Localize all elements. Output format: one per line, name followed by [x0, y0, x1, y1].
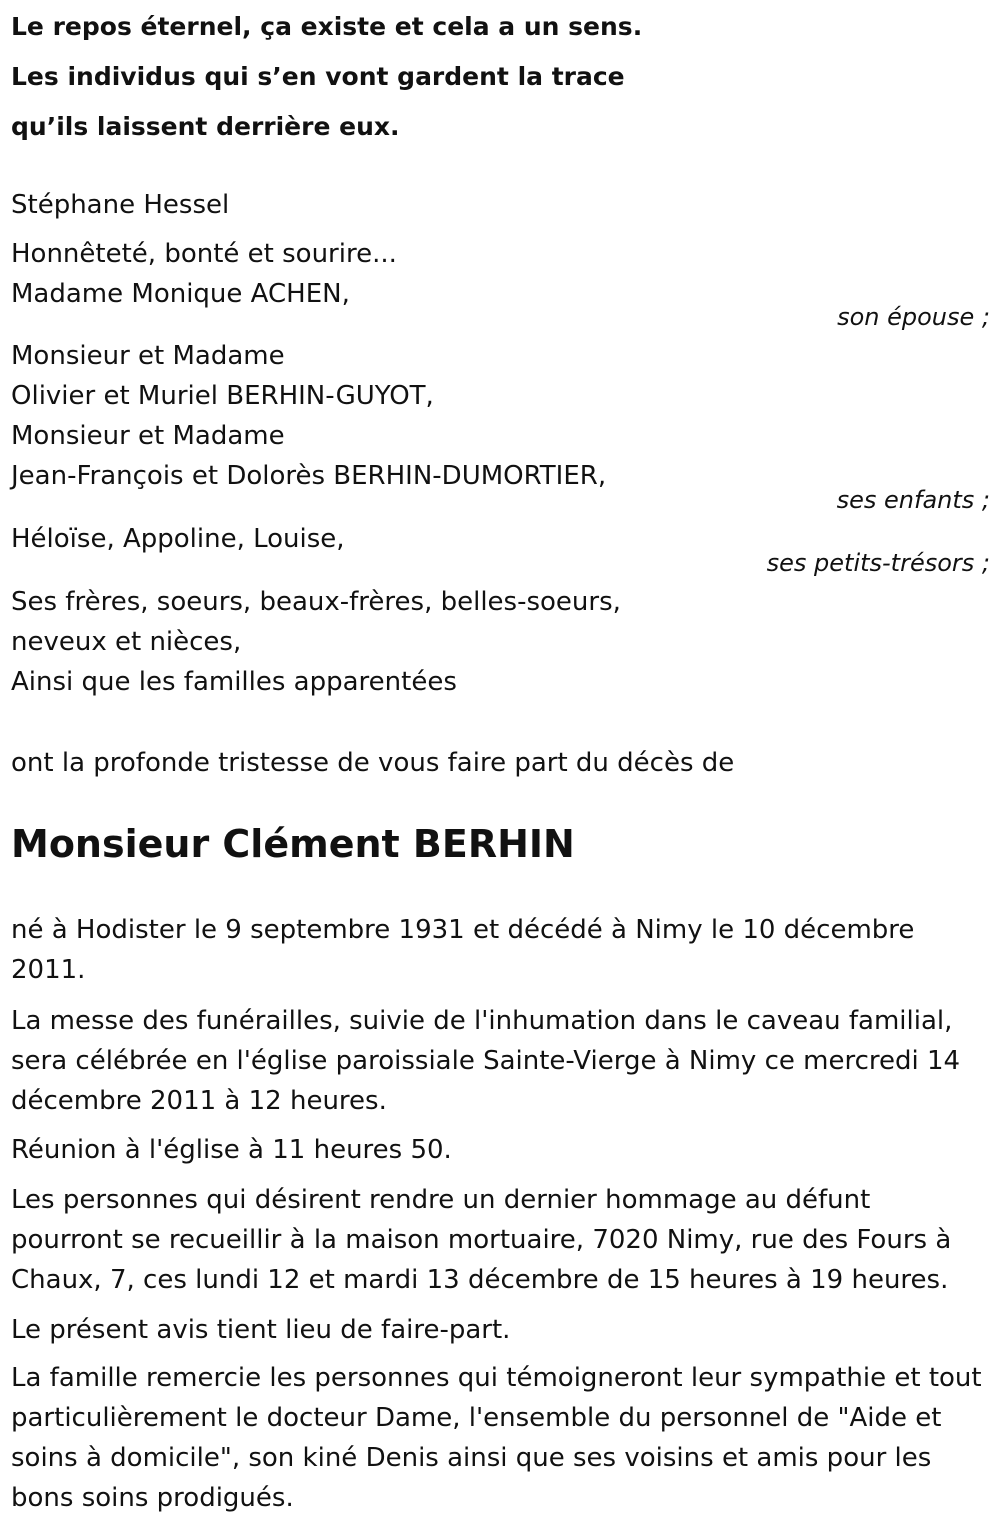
children-line-1: Monsieur et Madame: [11, 341, 285, 371]
spouse-role: son épouse ;: [837, 303, 990, 331]
others-line-1: Ses frères, soeurs, beaux-frères, belles-soeurs,: [11, 587, 621, 617]
children-line-3: Monsieur et Madame: [11, 421, 285, 451]
spouse-name: Madame Monique ACHEN,: [11, 279, 350, 309]
quote-line-2: Les individus qui s’en vont gardent la trace: [11, 62, 625, 91]
birth-death-details: né à Hodister le 9 septembre 1931 et décédé à Nimy le 10 décembre 2011.: [11, 915, 915, 985]
visitation-details: Les personnes qui désirent rendre un dernier hommage au défunt pourront se recueillir à la maison mortuaire, 7020 Nimy, rue des Fours à Chaux, 7, ces lundi 12 et mardi 13 décembre de 15 heures à 19 heures.: [11, 1185, 952, 1295]
quote-author: Stéphane Hessel: [11, 190, 230, 220]
grandchildren-role: ses petits-trésors ;: [766, 549, 990, 577]
grandchildren: Héloïse, Appoline, Louise,: [11, 524, 345, 554]
thanks-text: La famille remercie les personnes qui témoigneront leur sympathie et tout particulièrement le docteur Dame, l'ensemble du personnel de "Aide et soins à domicile", son kiné Denis ainsi que ses voisins et amis pour les bons soins prodigués.: [11, 1363, 982, 1513]
meeting-details: Réunion à l'église à 11 heures 50.: [11, 1135, 452, 1165]
notice-text: Le présent avis tient lieu de faire-part.: [11, 1315, 511, 1345]
quote-line-1: Le repos éternel, ça existe et cela a un sens.: [11, 12, 643, 41]
children-line-4: Jean-François et Dolorès BERHIN-DUMORTIER,: [11, 461, 607, 491]
others-line-3: Ainsi que les familles apparentées: [11, 667, 457, 697]
quote-line-3: qu’ils laissent derrière eux.: [11, 112, 400, 141]
children-role: ses enfants ;: [836, 486, 990, 514]
funeral-details: La messe des funérailles, suivie de l'inhumation dans le caveau familial, sera célébrée en l'église paroissiale Sainte-Vierge à Nimy ce mercredi 14 décembre 2011 à 12 heures.: [11, 1006, 961, 1116]
motto: Honnêteté, bonté et sourire...: [11, 239, 397, 269]
deceased-name: Monsieur Clément BERHIN: [11, 822, 575, 866]
announcement: ont la profonde tristesse de vous faire part du décès de: [11, 748, 735, 778]
children-line-2: Olivier et Muriel BERHIN-GUYOT,: [11, 381, 434, 411]
others-line-2: neveux et nièces,: [11, 627, 242, 657]
